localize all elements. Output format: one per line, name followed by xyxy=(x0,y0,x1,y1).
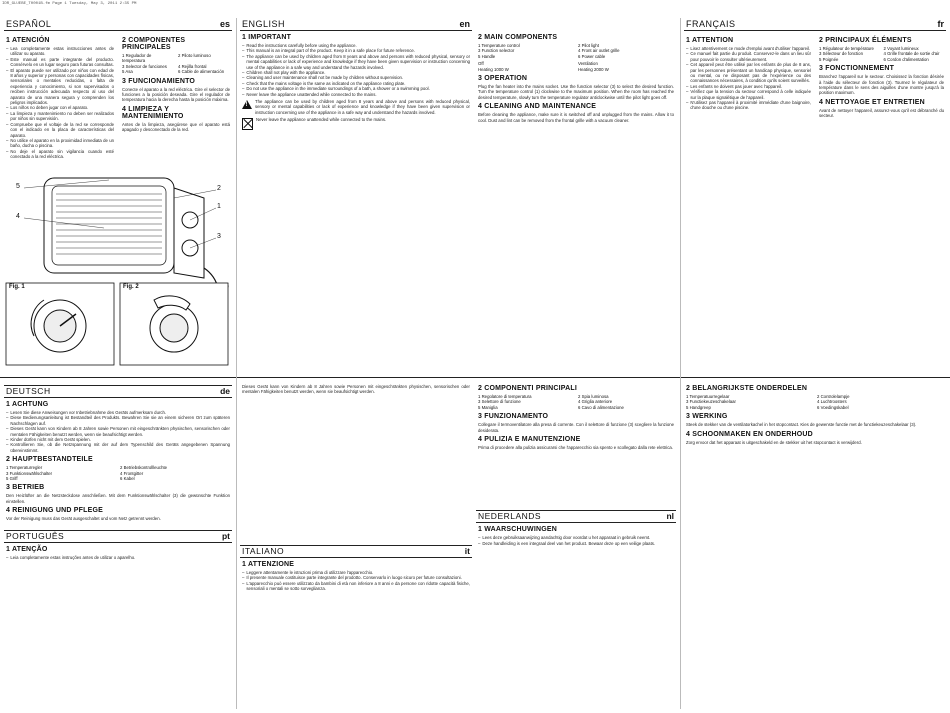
column-deutsch xyxy=(4,382,232,707)
section-title: 1 IMPORTANT xyxy=(242,34,292,41)
list-item: – El aparato puede ser utilizado por niños con edad de 8 años y superior y personas con capacidades físicas, sensoriales o mentales reducidas, o falta de experiencia y conocimiento, si son supervisados o reciben instrucción adecuada respecto al uso del aparato de una manera segura y comprenden los peligros implicados. xyxy=(6,67,114,106)
parts-list: 1 Regolatore di temperatura 2 Spia luminosa 3 Selettore di funzione 4 Griglia anteriore 5 Maniglia 6 Cavo di alimentazione xyxy=(478,394,624,410)
list-item: – Leggere attentamente le istruzioni prima di utilizzare l'apparecchio. xyxy=(242,569,374,575)
parts-list: 1 Temperatuurregelaar 2 Controlelampje 3 Functiekeuzeschakelaar 4 Luchtroosters 5 Handgreep 6 Voedingskabel xyxy=(686,394,850,410)
list-item: – No utilice el aparato en la proximidad inmediata de un baño, ducha o piscina. xyxy=(6,137,114,149)
list-item: – Deze handleiding is een integraal deel van het product. Bewaar deze op een veilige plaats. xyxy=(478,540,656,546)
list-item: – No deje el aparato sin vigilancia cuando esté conectado a la red eléctrica. xyxy=(6,148,114,160)
paragraph: Plug the fan heater into the mains socket. Use the function selector (3) to select the desired function. Turn the temperature control (1) clockwise to the maximum position. When the room has reached the desired temperature, slowly turn the temperature regulator anticlockwise until the pilot light goes off. xyxy=(478,84,674,100)
section-title: 3 BETRIEB xyxy=(6,484,45,492)
lang-code: en xyxy=(459,19,470,29)
section-title: 1 ATTENTION xyxy=(686,37,734,44)
list-item: – Les enfants ne doivent pas jouer avec l'appareil. xyxy=(686,83,783,89)
list-item: – Do not use the appliance in the immediate surroundings of a bath, a shower or a swimming pool. xyxy=(242,86,430,92)
list-item: – Cet appareil peut être utilisé par les enfants de plus de 8 ans, par les personnes présentant un handicap physique, sensoriel ou mental, ou ne disposant pas de l'expérience ou des connaissances nécessaires, à condition qu'ils soient surveillés. xyxy=(686,62,811,84)
section-title: 2 HAUPTBESTANDTEILE xyxy=(6,456,93,464)
list-item: – Leia completamente estas instruções antes de utilizar o aparelho. xyxy=(6,554,136,560)
paragraph: Conecte el aparato a la red eléctrica. Gire el selector de funciones a la posición deseada. Gire el regulador de temperatura hacia la derecha hasta la posición máxima. xyxy=(122,86,230,103)
column-divider xyxy=(236,18,237,709)
paragraph: Branchez l'appareil sur le secteur. Choisissez la fonction désirée à l'aide du sélecteur de fonction (3). Tournez le régulateur de température dans le sens des aiguilles d'une montre jusqu'à la position maximum. xyxy=(819,74,944,96)
section-title: 3 WERKING xyxy=(686,413,728,421)
list-item: – Children shall not play with the appliance. xyxy=(242,70,326,76)
paragraph: Before cleaning the appliance, make sure it is switched off and unplugged from the mains. Allow it to cool. Dust and lint can be removed from the frontal grille with a vacuum cleaner. xyxy=(478,112,674,123)
list-item: – Lees deze gebruiksaanwijzing aandachtig door voordat u het apparaat in gebruik neemt. xyxy=(478,535,651,541)
paragraph: Avant de nettoyer l'appareil, assurez-vous qu'il est débranché du secteur. xyxy=(819,107,944,119)
section-title: 2 MAIN COMPONENTS xyxy=(478,34,558,41)
parts-list: 1 Temperaturregler 2 Betriebskontrollleuchte 3 Funktionswählschalter 4 Frontgitter 5 Griff 6 Kabel xyxy=(6,465,168,482)
lang-name: ITALIANO xyxy=(242,545,285,556)
lang-header-en xyxy=(240,18,472,31)
section-title: 2 COMPONENTES PRINCIPALES xyxy=(122,37,186,51)
list-item: – Diese Bedienungsanleitung ist Bestandteil des Produkts. Bewahren Sie sie an einem sicheren Ort zum späteren Nachschlagen auf. xyxy=(6,415,230,426)
section-title: 1 ATTENZIONE xyxy=(242,560,295,568)
column-italiano xyxy=(240,382,472,707)
section-title: 3 FUNZIONAMENTO xyxy=(478,413,549,421)
lang-header-it xyxy=(240,545,472,558)
list-item: – Dieses Gerät kann von Kindern ab 8 Jahren sowie Personen mit eingeschränkten physischen, sensorischen oder mentalen Fähigkeiten benutzt werden, wenn sie beaufsichtigt werden. xyxy=(6,426,230,437)
lang-code: pt xyxy=(221,530,230,541)
section-title: 4 PULIZIA E MANUTENZIONE xyxy=(478,436,581,444)
list-item: – Cleaning and user maintenance shall not be made by children without supervision. xyxy=(242,75,404,81)
lang-code: fr xyxy=(937,19,944,29)
section-title: 2 BELANGRIJKSTE ONDERDELEN xyxy=(686,385,808,392)
warning-icon xyxy=(242,100,252,109)
figure-label: Fig. 1 xyxy=(9,284,25,290)
lang-code: de xyxy=(220,386,230,396)
list-item: – Lisez attentivement ce mode d'emploi avant d'utiliser l'appareil. xyxy=(686,46,811,51)
column-english-a xyxy=(240,18,472,373)
page-divider xyxy=(0,377,950,378)
paragraph: Steek de stekker van de ventilatorkachel in het stopcontact. Kies de gewenste functie met de functiekeuzeschakelaar (3). xyxy=(686,422,917,428)
section-title: 3 OPERATION xyxy=(478,75,528,83)
fan-heater-drawing xyxy=(4,168,232,368)
list-item: – Kontrollieren Sie, ob die Netzspannung mit der auf dem Typenschild des Geräts angegebenen Spannung übereinstimmt. xyxy=(6,442,230,453)
paragraph: Prima di procedere alla pulizia assicurarsi che l'apparecchio sia spento e scollegato dalla rete elettrica. xyxy=(478,445,673,451)
lang-name: PORTUGUÊS xyxy=(6,530,65,541)
list-item: – Este manual es parte integrante del producto. Consérvelo en un lugar seguro para futuras consultas. xyxy=(6,56,114,68)
svg-text:5: 5 xyxy=(16,183,20,190)
section-title: 1 ATENÇÃO xyxy=(6,545,48,553)
figure-label: Fig. 2 xyxy=(123,284,139,290)
section-title: 1 ATENCIÓN xyxy=(6,37,50,44)
section-title: 4 REINIGUNG UND PFLEGE xyxy=(6,507,103,515)
lang-header-fr xyxy=(684,18,946,31)
section-title: 1 WAARSCHUWINGEN xyxy=(478,526,558,534)
list-item: – This manual is an integral part of the product. Keep it in a safe place for future reference. xyxy=(242,48,416,54)
list-item: – Check that the mains voltage is the same as indicated on the appliance rating plate. xyxy=(242,80,406,86)
no-bin-icon xyxy=(242,118,253,130)
section-title: 4 NETTOYAGE ET ENTRETIEN xyxy=(819,98,925,106)
print-header: IDR_GLUEBE_T0001B.fm Page 1 Tuesday, May 3, 2011 2:35 PM xyxy=(2,2,137,6)
list-item: – Ce manuel fait partie du produit. Conservez-le dans un lieu sûr pour pouvoir le consulter ultérieurement. xyxy=(686,51,811,62)
lang-code: it xyxy=(464,545,470,556)
list-item: – L'apparecchio può essere utilizzato da bambini di età non inferiore a 8 anni e da persone con ridotte capacità fisiche, sensoriali o mentali se sotto sorveglianza. xyxy=(242,580,470,592)
svg-text:3: 3 xyxy=(217,233,221,240)
list-item: – Vérifiez que la tension du secteur correspond à celle indiquée sur la plaque signalétique de l'appareil. xyxy=(686,89,811,100)
parts-list: 1 Regulador de temperatura 2 Piloto luminoso 3 Selector de funciones 4 Rejilla frontal 5 Asa 6 Cable de alimentación xyxy=(122,53,225,75)
warning-block: Never leave the appliance unattended while connected to the mains. xyxy=(242,117,470,130)
column-francais xyxy=(684,18,946,373)
section-title: 2 COMPONENTI PRINCIPALI xyxy=(478,385,577,392)
list-item: – Il presente manuale costituisce parte integrante del prodotto. Conservarlo in luogo sicuro per future consultazioni. xyxy=(242,575,462,581)
list-item: – Compruebe que el voltaje de la red se corresponde con el indicado en la placa de características del aparato. xyxy=(6,121,114,138)
paragraph: Antes de la limpieza, asegúrese que el aparato está apagado y desconectado de la red. xyxy=(122,121,230,133)
column-english-b xyxy=(476,31,676,386)
column-italiano-b xyxy=(476,382,676,707)
section-title: 1 ACHTUNG xyxy=(6,401,49,408)
lang-code: nl xyxy=(666,511,674,522)
lang-code: es xyxy=(219,19,230,29)
lang-header-nl xyxy=(476,510,676,523)
list-item: – Lea completamente estas instrucciones antes de utilizar su aparato. xyxy=(6,46,114,57)
paragraph: Den Heizlüfter an die Netzsteckdose anschließen. Mit dem Funktionswählschalter (3) die gewünschte Funktion einstellen. xyxy=(6,493,230,504)
lang-name: ENGLISH xyxy=(242,19,286,29)
section-title: 4 SCHOONMAKEN EN ONDERHOUD xyxy=(686,430,813,438)
parts-list: 1 Temperature control 2 Pilot light 3 Function selector 4 Front air outlet grille 5 Handle 6 Power cable xyxy=(478,43,620,59)
lang-name: ESPAÑOL xyxy=(6,19,52,29)
section-title: 4 CLEANING AND MAINTENANCE xyxy=(478,103,597,111)
lang-header-pt xyxy=(4,530,232,543)
column-nederlands-b xyxy=(684,382,946,707)
list-item: – La limpieza y mantenimiento no deben ser realizados por niños sin supervisión. xyxy=(6,110,114,122)
lang-header-de xyxy=(4,385,232,398)
list-item: – N'utilisez pas l'appareil à proximité immédiate d'une baignoire, d'une douche ou d'une piscine. xyxy=(686,100,811,111)
lang-name: DEUTSCH xyxy=(6,386,51,396)
list-item: – Lesen Sie diese Anweisungen vor Inbetriebnahme des Geräts aufmerksam durch. xyxy=(6,410,167,415)
section-title: 3 FUNCIONAMIENTO xyxy=(122,77,196,85)
svg-text:4: 4 xyxy=(16,213,20,220)
paragraph: Vor der Reinigung muss das Gerät ausgeschaltet und vom Netz getrennt werden. xyxy=(6,516,161,522)
modes-list: Off Ventilation Heating 1000 W Heating 2000 W xyxy=(478,61,609,72)
list-item: – Never leave the appliance unattended while connected to the mains. xyxy=(242,91,377,97)
svg-text:1: 1 xyxy=(217,203,221,210)
list-item: – The appliance can be used by children aged from 8 years and above and persons with reduced physical, sensory or mental capabilities or lack of experience and knowledge if they have been given supervision or instruction concerning use of the appliance in a safe way and understand the hazards involved. xyxy=(242,53,470,70)
lang-name: FRANÇAIS xyxy=(686,19,736,29)
product-illustration xyxy=(4,168,232,368)
section-title: 2 PRINCIPAUX ÉLÉMENTS xyxy=(819,37,912,44)
lang-header-es xyxy=(4,18,232,31)
lang-name: NEDERLANDS xyxy=(478,511,542,522)
warning-block: ! The appliance can be used by children aged from 8 years and above and persons with reduced physical, sensory or mental capabilities or lack of experience and knowledge if they have been given supervision or instruction concerning use of the appliance in a safe way and understand the hazards involved. xyxy=(242,99,470,115)
section-title: 3 FONCTIONNEMENT xyxy=(819,65,895,73)
svg-text:2: 2 xyxy=(217,185,221,192)
parts-list: 1 Régulateur de température 2 Voyant lumineux 3 Sélecteur de fonction 4 Grille frontale de sortie d'air 5 Poignée 6 Cordon d'alimentation xyxy=(819,46,940,62)
list-item: – Read the instructions carefully before using the appliance. xyxy=(242,43,357,48)
paragraph: Dieses Gerät kann von Kindern ab 8 Jahren sowie Personen mit eingeschränkten physischen, sensorischen oder mentalen Fähigkeiten benutzt werden, wenn sie beaufsichtigt werden. xyxy=(242,384,470,395)
paragraph: Zorg ervoor dat het apparaat is uitgeschakeld en de stekker uit het stopcontact is verwijderd. xyxy=(686,439,862,445)
list-item: – Los niños no deben jugar con el aparato. xyxy=(6,105,89,111)
list-item: – Kinder dürfen nicht mit dem Gerät spielen. xyxy=(6,437,91,443)
section-title: 4 LIMPIEZA Y MANTENIMIENTO xyxy=(122,105,184,120)
paragraph: Collegare il termoventilatore alla presa di corrente. Con il selettore di funzione (3) scegliere la funzione desiderata. xyxy=(478,422,674,433)
column-divider xyxy=(680,18,681,709)
